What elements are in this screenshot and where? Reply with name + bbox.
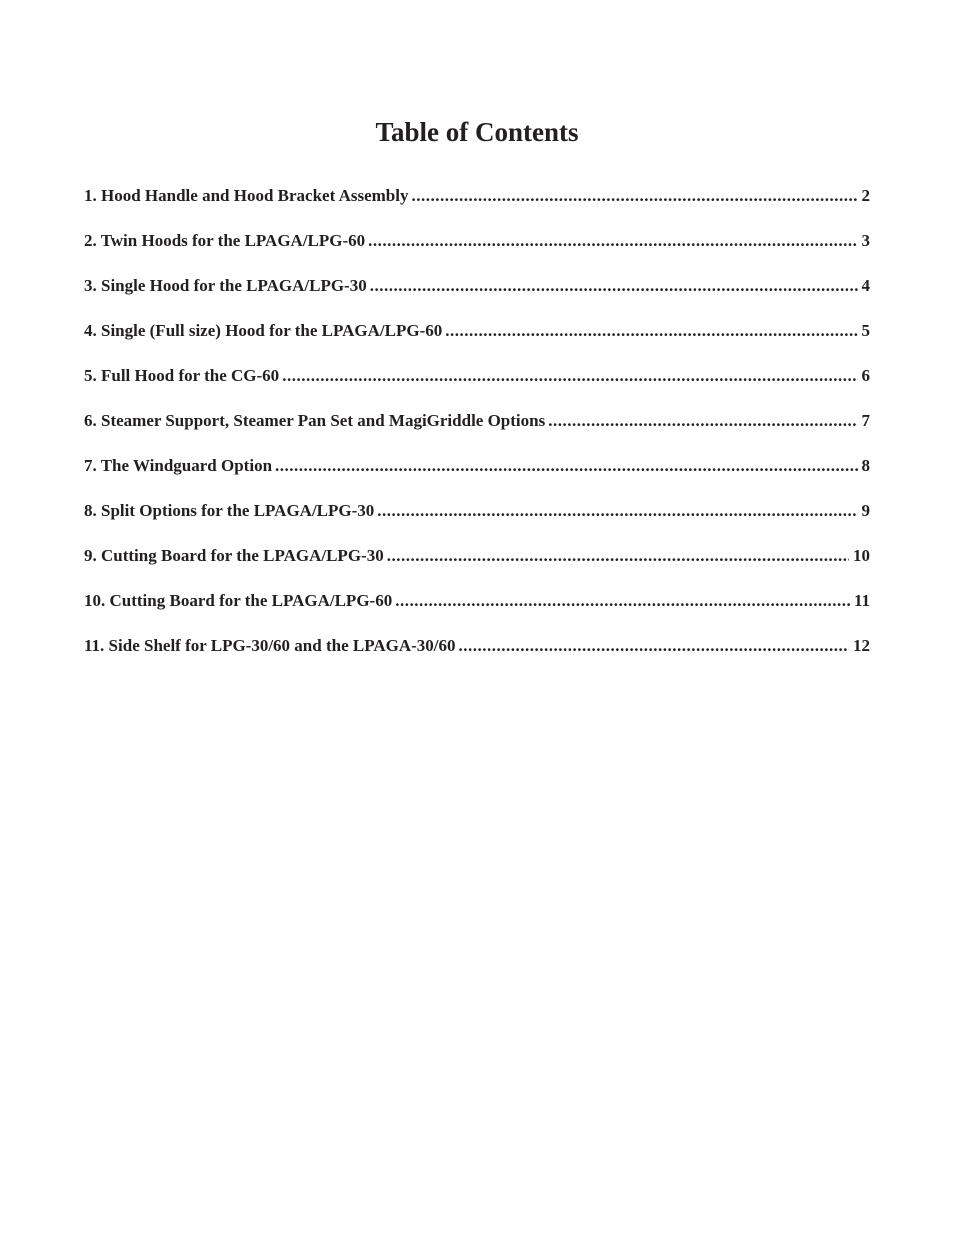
toc-entry-7[interactable] (84, 454, 870, 499)
toc-entry-title: 6. Steamer Support, Steamer Pan Set and MagiGriddle Options (84, 411, 546, 430)
table-of-contents (84, 184, 870, 679)
toc-entry-title: 5. Full Hood for the CG-60 (84, 366, 280, 385)
toc-dot-leader (395, 589, 850, 613)
toc-dot-leader (445, 319, 857, 343)
toc-entry-title: 2. Twin Hoods for the LPAGA/LPG-60 (84, 231, 366, 250)
toc-page-number: 4 (861, 276, 870, 295)
toc-entry-title: 10. Cutting Board for the LPAGA/LPG-60 (84, 591, 393, 610)
toc-page-number: 3 (861, 231, 870, 250)
toc-dot-leader (387, 544, 849, 568)
toc-entry-6[interactable] (84, 409, 870, 454)
toc-entry-3[interactable] (84, 274, 870, 319)
toc-entry-title: 1. Hood Handle and Hood Bracket Assembly (84, 186, 409, 205)
toc-dot-leader (370, 274, 858, 298)
toc-entry-title: 8. Split Options for the LPAGA/LPG-30 (84, 501, 375, 520)
toc-entry-title: 7. The Windguard Option (84, 456, 273, 475)
toc-dot-leader (459, 634, 849, 658)
toc-entry-8[interactable] (84, 499, 870, 544)
toc-page-number: 10 (853, 546, 870, 565)
toc-page-number: 9 (861, 501, 870, 520)
toc-entry-10[interactable] (84, 589, 870, 634)
toc-page-number: 2 (861, 186, 870, 205)
toc-page-number: 11 (853, 591, 870, 610)
toc-entry-1[interactable] (84, 184, 870, 229)
toc-dot-leader (377, 499, 857, 523)
toc-entry-9[interactable] (84, 544, 870, 589)
toc-entry-11[interactable] (84, 634, 870, 679)
toc-entry-title: 9. Cutting Board for the LPAGA/LPG-30 (84, 546, 384, 565)
toc-entry-4[interactable] (84, 319, 870, 364)
toc-dot-leader (368, 229, 857, 253)
toc-entry-title: 3. Single Hood for the LPAGA/LPG-30 (84, 276, 367, 295)
toc-dot-leader (548, 409, 857, 433)
toc-page-number: 5 (861, 321, 870, 340)
toc-entry-5[interactable] (84, 364, 870, 409)
toc-page-number: 8 (861, 456, 870, 475)
toc-page-number: 12 (853, 636, 870, 655)
toc-page-number: 7 (861, 411, 870, 430)
page-title: Table of Contents (375, 117, 579, 147)
toc-page-number: 6 (861, 366, 870, 385)
toc-dot-leader (275, 454, 857, 478)
toc-dot-leader (282, 364, 857, 388)
toc-dot-leader (411, 184, 857, 208)
toc-entry-title: 4. Single (Full size) Hood for the LPAGA/LPG-60 (84, 321, 443, 340)
toc-entry-title: 11. Side Shelf for LPG-30/60 and the LPAGA-30/60 (84, 636, 456, 655)
toc-entry-2[interactable] (84, 229, 870, 274)
